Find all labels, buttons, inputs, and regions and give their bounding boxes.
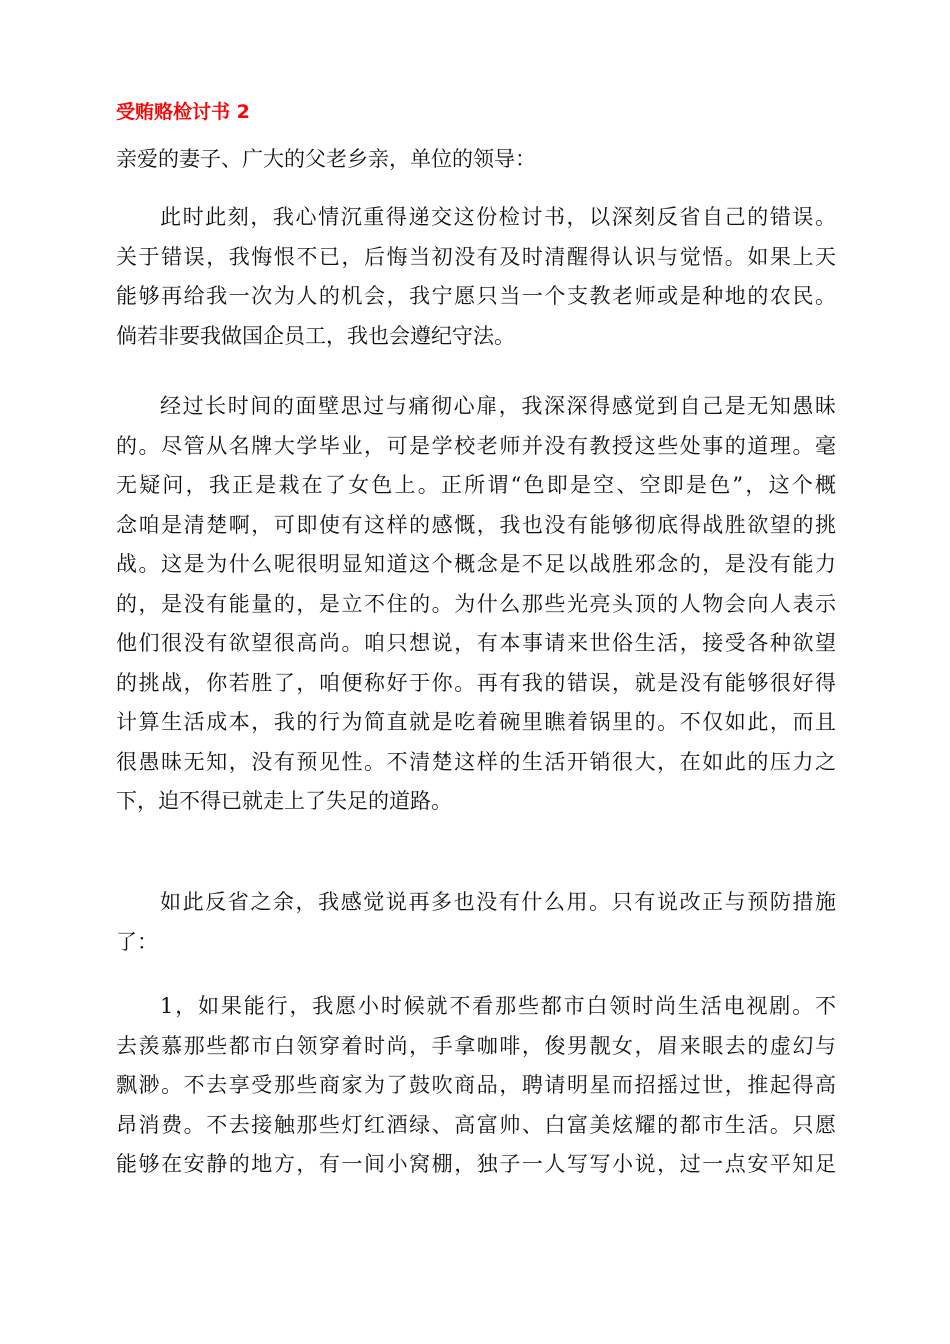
paragraph-line: 战。这是为什么呢很明显知道这个概念是不足以战胜邪念的，是没有能力 [116,552,836,576]
paragraph-line: 计算生活成本，我的行为简直就是吃着碗里瞧着锅里的。不仅如此，而且 [116,710,836,734]
paragraph-line: 飘渺。不去享受那些商家为了鼓吹商品，聘请明星而招摇过世，推起得高 [116,1073,836,1097]
paragraph-line: 的。尽管从名牌大学毕业，可是学校老师并没有教授这些处事的道理。毫 [116,433,836,458]
paragraph-1 [116,198,836,356]
paragraph-2 [116,387,836,822]
paragraph-line: 了： [116,929,158,954]
paragraph-line: 1，如果能行，我愿小时候就不看那些都市白领时尚生活电视剧。不 [160,994,836,1018]
paragraph-4 [116,987,836,1185]
salutation: 亲爱的妻子、广大的父老乡亲，单位的领导： [116,147,536,171]
paragraph-line: 下，迫不得已就走上了失足的道路。 [116,789,452,813]
paragraph-line: 倘若非要我做国企员工，我也会遵纪守法。 [116,323,515,348]
paragraph-line: 无疑问，我正是栽在了女色上。正所谓“色即是空、空即是色”，这个概 [116,473,836,497]
paragraph-line: 能够再给我一次为人的机会，我宁愿只当一个支教老师或是种地的农民。 [116,284,836,308]
paragraph-line: 昂消费。不去接触那些灯红酒绿、高富帅、白富美炫耀的都市生活。只愿 [116,1112,836,1137]
paragraph-line: 的挑战，你若胜了，咱便称好于你。再有我的错误，就是没有能够很好得 [116,670,836,695]
paragraph-line: 关于错误，我悔恨不已，后悔当初没有及时清醒得认识与觉悟。如果上天 [116,244,836,269]
paragraph-line: 去羡慕那些都市白领穿着时尚，手拿咖啡，俊男靓女，眉来眼去的虚幻与 [116,1033,836,1058]
paragraph-line: 念咱是清楚啊，可即使有这样的感慨，我也没有能够彻底得战胜欲望的挑 [116,512,836,537]
paragraph-line: 能够在安静的地方，有一间小窝棚，独子一人写写小说，过一点安平知足 [116,1152,836,1176]
paragraph-line: 的，是没有能量的，是立不住的。为什么那些光亮头顶的人物会向人表示 [116,591,836,616]
paragraph-line: 经过长时间的面壁思过与痛彻心扉，我深深得感觉到自己是无知愚昧 [160,394,836,418]
paragraph-line: 如此反省之余，我感觉说再多也没有什么用。只有说改正与预防措施 [160,890,836,914]
paragraph-line: 他们很没有欲望很高尚。咱只想说，有本事请来世俗生活，接受各种欲望 [116,631,836,655]
paragraph-line: 此时此刻，我心情沉重得递交这份检讨书，以深刻反省自己的错误。 [160,205,836,229]
paragraph-3 [116,883,836,962]
document-title: 受贿赂检讨书 2 [116,101,250,123]
paragraph-line: 很愚昧无知，没有预见性。不清楚这样的生活开销很大，在如此的压力之 [116,749,836,774]
